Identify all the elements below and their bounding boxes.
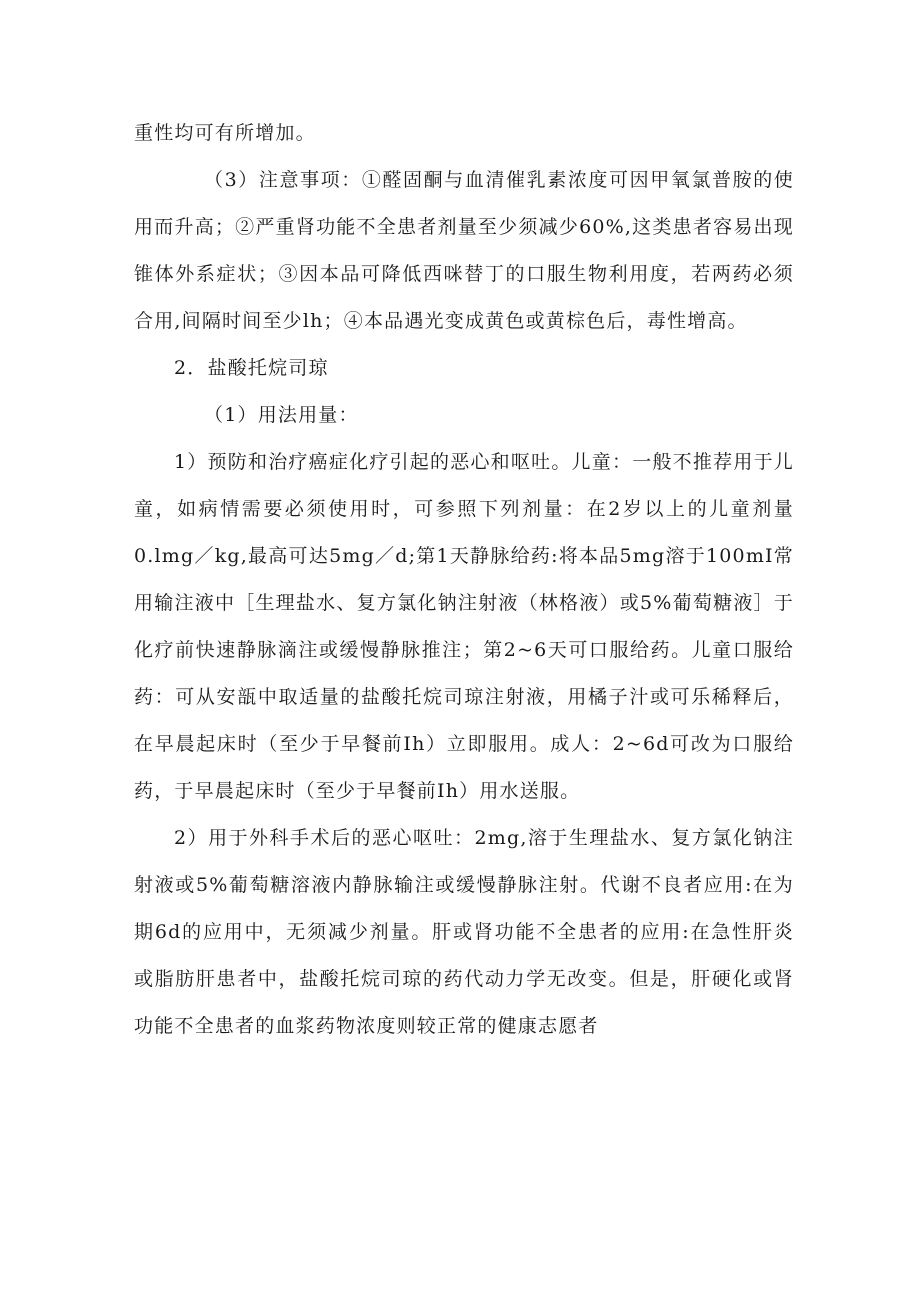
subsection-heading-dosage: （1）用法用量：: [204, 404, 359, 426]
section-heading-tropisetron: 2．盐酸托烷司琼: [174, 357, 329, 379]
paragraph-precautions: （3）注意事项：①醛固酮与血清催乳素浓度可因甲氧氯普胺的使用而升高；②严重肾功能不全患者剂量至少须减少60%,这类患者容易出现锥体外系症状；③因本品可降低西咪替丁的口服生物利用度，若两药必须合用,间隔时间至少lh；④本品遇光变成黄色或黄棕色后，毒性增高。: [134, 169, 794, 332]
paragraph-chemotherapy-nausea: 1）预防和治疗癌症化疗引起的恶心和呕吐。儿童：一般不推荐用于儿童，如病情需要必须使用时，可参照下列剂量：在2岁以上的儿童剂量0.lmg／kg,最高可达5mg／d;第1天静脉给药:将本品5mg溶于100mI常用输注液中［生理盐水、复方氯化钠注射液（林格液）或5%葡萄糖液］于化疗前快速静脉滴注或缓慢静脉推注；第2~6天可口服给药。儿童口服给药：可从安瓿中取适量的盐酸托烷司琼注射液，用橘子汁或可乐稀释后，在早晨起床时（至少于早餐前Ih）立即服用。成人：2~6d可改为口服给药，于早晨起床时（至少于早餐前Ih）用水送服。: [134, 451, 794, 802]
paragraph-continuation: 重性均可有所增加。: [134, 122, 316, 144]
document-body: [134, 110, 794, 1050]
paragraph-postoperative-nausea: 2）用于外科手术后的恶心呕吐：2mg,溶于生理盐水、复方氯化钠注射液或5%葡萄糖溶液内静脉输注或缓慢静脉注射。代谢不良者应用:在为期6d的应用中，无须减少剂量。肝或肾功能不全患者的应用:在急性肝炎或脂肪肝患者中，盐酸托烷司琼的药代动力学无改变。但是，肝硬化或肾功能不全患者的血浆药物浓度则较正常的健康志愿者: [134, 827, 794, 1037]
